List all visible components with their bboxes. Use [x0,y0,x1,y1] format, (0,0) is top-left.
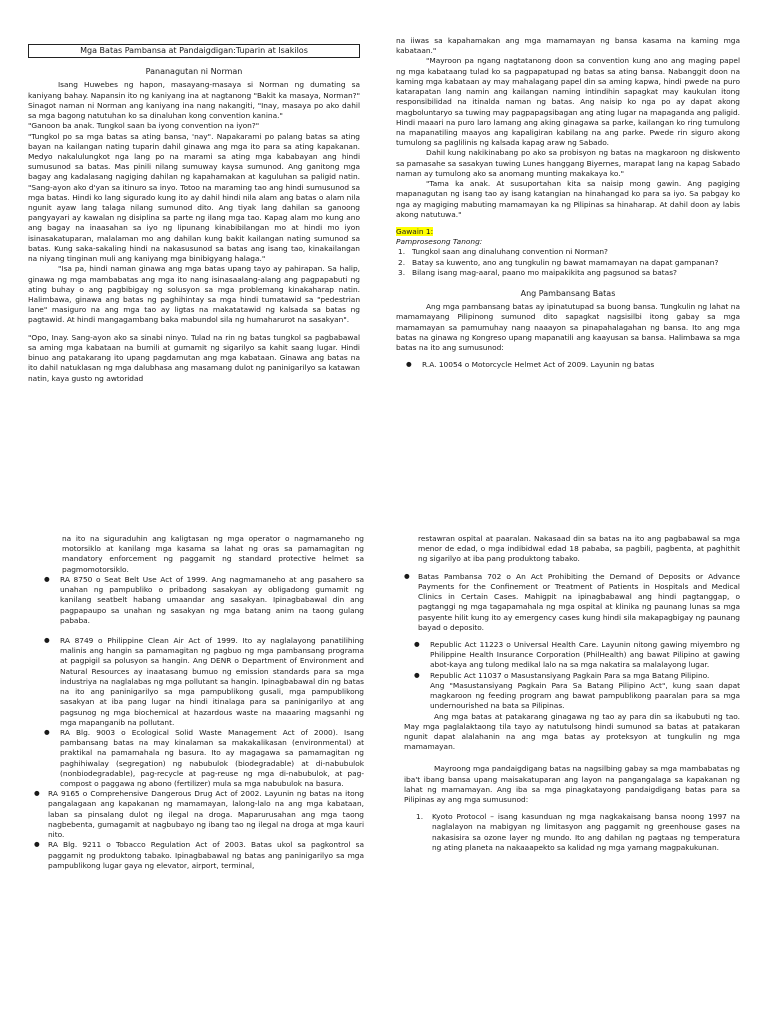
story-paragraph: "Tungkol po sa mga batas sa ating bansa, 'nay". Napakarami po palang batas sa ating bayan na kailangan nating tuparin dahil ginawa ang mga ito para sa ating kapakanan. Medyo nakalulungkot nga lang po na marami sa ating mga kababayan ang hindi sumusunod sa batas. Mas pinili nilang sumuway kaysa sumunod. Ang ganitong mga bagay ang kadalasang nagiging dahilan ng kapahamakan at kaguluhan sa paligid natin. "Sang-ayon ako d'yan sa itinuro sa inyo. Totoo na maraming tao ang hindi sumusunod sa mga batas. Hindi ko lang sigurado kung ito ay dahil hindi nila alam ang batas o alam nila ngunit ayaw lang talaga nilang sumunod dito. Ang tiyak lang dahilan sa ganoong pangyayari ay kawalan ng disiplina sa parte ng ilang mga tao. Kapag alam mo kung ano ang bagay na inaasahan sa iyo ng lipunang kinabibilangan mo at hindi mo iyon isinasakatuparan, malalaman mo ang dahilan kung bakit kailangan nating sumunod sa batas. Kung saka-sakaling hindi na nakasusunod sa batas ang isang tao, kinakailangan na niyang tinginan muli ang kaniyang mga binibigyang halaga." [28,131,360,264]
story-paragraph: "Mayroon pa ngang nagtatanong doon sa convention kung ano ang maging papel ng mga kabataang tulad ko sa pagpapatupad ng batas sa ating bansa. Nabanggit doon na kaming mga kabataan ay may mahalagang papel din sa aming kapwa, hindi pwede na puro katarapatan lang namin ang kailangan naming intindihin sapagkat may kaukulan itong responsibilidad na itinalda naman ng batas. Ang naisip ko nga po ay dapat akong magboluntaryo sa tuwing may pagpapagsibagan ang ating lugar na mapaganda ang paligid. Hindi maaari na puro laro lamang ang aking ginagawa sa parke, kailangan ko ring tumulong na mapanatiling maayos ang kapaligiran kabilang na ang parke. Pwede rin siguro akong tumulong sa paglilinis ng kalsada kapag araw ng Sabado. [396,56,740,148]
closing-paragraph: Ang mga batas at patakarang ginagawa ng tao ay para din sa ikabubuti ng tao. May mga paglalaktaong tila tayo ay natutulsong hindi sumunod sa batas at patakaran ngunit dapat alalahanin na ang mga batas ay proteksyon at tungkulin ng mga mamamayan. [404,711,740,752]
document-title: Mga Batas Pambansa at Pandaigdigan:Tuparin at Isakilos [28,44,360,58]
page1-left-column [28,44,360,384]
question-item: 3. Bilang isang mag-aaral, paano mo maipakikita ang pagsunod sa batas? [398,267,677,277]
international-laws-paragraph: Mayroong mga pandaigdigang batas na nagsilbing gabay sa mga mambabatas ng iba't ibang bansa upang maisakatuparan ang layon na pangangalaga sa kapakanan ng lahat ng mamamayan. Ang iba sa mga pinagkatayong pandaigdigang batas para sa Pilipinas ay ang mga sumusunod: [404,764,740,805]
questions-heading: Pamprosesong Tanong: [396,237,483,247]
law-list-item: ● Republic Act 11037 o Masustansiyang Pagkain Para sa mga Batang Pilipino. [404,671,740,681]
law-list-item: ● RA 8749 o Philippine Clean Air Act of 1999. Ito ay naglalayong panatilihing malinis ang hangin sa pamamagitan ng pagbuo ng mga pambansang programa at pagpigil sa polusyon sa hangin. Ang DENR o Department of Environment and Natural Resources ay inaatasang bumuo ng emission standards para sa mga industriya na naglalabas ng mga pollutant sa hangin. Ipinagbabawal din ng batas na ito ang paninigarilyo sa mga pampublikong gusali, mga pampublikong sasakyan at iba pang lugar na hindi itinalaga para sa paninigarilyo at ang pagsunog ng mga biochemical at hazardous waste na maaaring magsanhi ng mga mapanganib na pollutant. [34,636,364,728]
story-paragraph: Isang Huwebes ng hapon, masayang-masaya si Norman ng dumating sa kaniyang bahay. Napansin ito ng kaniyang ina at nagtanong "Bakit ka masaya, Norman?" Sinagot naman ni Norman ang kaniyang ina nang nakangiti, "Inay, masaya po ako dahil sa mga bagong natutuhan ko sa dinaluhan kong convention kanina." [28,80,360,121]
law-list-item: ● RA 9165 o Comprehensive Dangerous Drug Act of 2002. Layunin ng batas na itong pangalagaan ang kapakanan ng mamamayan, lalong-lalo na ang mga kabataan, laban sa pinsalang dulot ng ilegal na droga. Maparurusahan ang mga taong nagbebenta, gumagamit at nagbubayo ng ibang tao ng ilegal na droga at mga kauri nito. [34,789,364,840]
section-paragraph: Ang mga pambansang batas ay ipinatutupad sa buong bansa. Tungkulin ng lahat na mamamayang Pilipinong sumunod dito sapagkat nagsisilbi itong gabay sa mga mamamayan sa pamumuhay nang naaayon sa pinapahalagahan ng bansa. Ito ang mga batas na ginawa ng Kongreso upang mapanatili ang kaayusan sa bansa. Halimbawa sa mga batas na ito ang sumusunod: [396,302,740,352]
story-paragraph: "Tama ka anak. At susuportahan kita sa naisip mong gawin. Ang pagiging mapanagutan ng isang tao ay isang katangian na hinahangad ko para sa iyo. Sa pabgay ko nga ay magiging mabuting mamamayan ka ng Pilipinas sa hinaharap. At dahil doon ay labis akong natutuwa." [396,179,740,219]
story-paragraph: "Opo, Inay. Sang-ayon ako sa sinabi ninyo. Tulad na rin ng batas tungkol sa pagbabawal sa aming mga kabataan na bumili at gumamit ng sigarilyo sa kahit saang lugar. Hindi binuo ang patakarang ito upang pagdamutan ang mga kabataan. Ginawa ang batas na ito dahil natuklasan ng mga dalubhasa ang masamang dulot ng paninigarilyo sa katawan natin, kaya gusto ng awtoridad [28,332,360,383]
law-list-item: ● Batas Pambansa 702 o An Act Prohibiting the Demand of Deposits or Advance Payments for the Confinement or Treatment of Patients in Hospitals and Medical Clinics in Certain Cases. Mahigpit na ipinagbabawal ang hindi pagtanggap, o pagtanggi ng mga tagapamahala ng mga ospital at klinika ng paunang lunas sa mga pasyente hilit kung ito ay emergency cases kung hindi sila makapagbigay ng paunang bayad o deposito. [404,572,740,633]
law-description: restawran ospital at paaralan. Nakasaad din sa batas na ito ang pagbabawal sa mga menor de edad, o mga indibidwal edad 18 pababa, sa pagbili, pagbenta, at paghithit ng sigarilyo at iba pang produktong tabako. [418,534,740,564]
law-list-item: ● RA Blg. 9003 o Ecological Solid Waste Management Act of 2000). Isang pambansang batas na may kinalaman sa makakalikasan (environmental) at praktikal na pamamahala ng basura. Ito ay magagawa sa pamamagitan ng paghihiwalay (segregation) ng nabubulok (biodegradable) at di-nabubulok (nonbiodegradable), pag-recycle at pag-reuse ng mga di-nabubulok, at pag-compost o paggawa ng abono (fertilizer) mula sa mga nabubulok na basura. [34,728,364,789]
page2-left-column [34,534,364,871]
question-item: 1. Tungkol saan ang dinaluhang convention ni Norman? [398,247,608,257]
question-item: 2. Batay sa kuwento, ano ang tungkulin ng bawat mamamayan na dapat gampanan? [398,257,719,267]
law-list-item: ● RA Blg. 9211 o Tobacco Regulation Act of 2003. Batas ukol sa pagkontrol sa paggamit ng produktong tabako. Ipinagbabawal ng batas ang paninigarilyo sa mga pampublikong lugar gaya ng elevator, airport, terminal, [34,840,364,871]
law-description: Ang "Masustansiyang Pagkain Para Sa Batang Pilipino Act", kung saan dapat magkaroon ng feeding program ang bawat pampublikong paaralan para sa mga undernourished na bata sa Pilipinas. [430,680,740,711]
story-paragraph: "Isa pa, hindi naman ginawa ang mga batas upang tayo ay pahirapan. Sa halip, ginawa ng mga mambabatas ang mga ito nang isinasaalang-alang ang pagpapabuti ng ating buhay o ang pagbibigay ng solusyon sa mga problemang kinakaharap natin. Halimbawa, ginawa ang batas ng paghihintay sa mga hindi tumatawid sa "pedestrian lane" masiguro na ang mga tao ay ligtas na makatatawid ng kalsada sa batas ng pagtawid. At hindi mangagambang baka mabundol sila ng humaharurot na sasakyan". [28,264,360,325]
law-description: na ito na siguraduhin ang kaligtasan ng mga operator o nagmamaneho ng motorsiklo at kanilang mga kasama sa lahat ng oras sa pamamagitan ng mandatory enforcement ng paggamit ng standard protective helmet sa pagmomotorsiklo. [62,534,364,574]
gawain-heading [396,227,740,237]
international-law-item: 1. Kyoto Protocol – isang kasunduan ng mga nagkakaisang bansa noong 1997 na naglalayon na mabigyan ng limitasyon ang paggamit ng greenhouse gases na nakasisira sa ozone layer ng mundo. Ito ang dahilan ng pagtaas ng temperatura ng ating planeta na nakaaapekto sa kalidad ng mga yamang magpakukunan. [416,812,740,852]
law-list-item: ● Republic Act 11223 o Universal Health Care. Layunin nitong gawing miyembro ng Philippine Health Insurance Corporation (PhilHealth) ang bawat Pilipino at gawing abot-kaya ang tulong medikal lalo na sa mga nakatira sa malalayong lugar. [404,640,740,671]
law-list-item: ● R.A. 10054 o Motorcycle Helmet Act of 2009. Layunin ng batas [396,360,740,370]
page1-right-column [396,36,740,370]
story-paragraph: "Ganoon ba anak. Tungkol saan ba iyong convention na iyon?" [28,121,260,131]
gawain-label: Gawain 1: [396,226,434,236]
section-heading: Ang Pambansang Batas [520,289,616,299]
story-paragraph: Dahil kung nakikinabang po ako sa probisyon ng batas na magkaroon ng diskwento sa pamasahe sa sasakyan tuwing Lunes hanggang Biyernes, marapat lang na kapag Sabado naman ay tumulong ako sa anomang munting makakaya ko." [396,148,740,178]
story-title: Pananagutan ni Norman [145,67,243,77]
story-paragraph: na iiwas sa kapahamakan ang mga mamamayan ng bansa kasama na kaming mga kabataan." [396,36,740,56]
page2-right-column [404,534,740,853]
law-list-item: ● RA 8750 o Seat Belt Use Act of 1999. Ang nagmamaneho at ang pasahero sa unahan ng pampubliko o pribadong sasakyan ay obligadong gumamit ng kanilang seatbelt habang umaandar ang sasakyan. Ipinagbabawal din ang pagpapaupo sa unahan ng sasakyan ng mga batang anim na taong gulang pababa. [34,575,364,626]
